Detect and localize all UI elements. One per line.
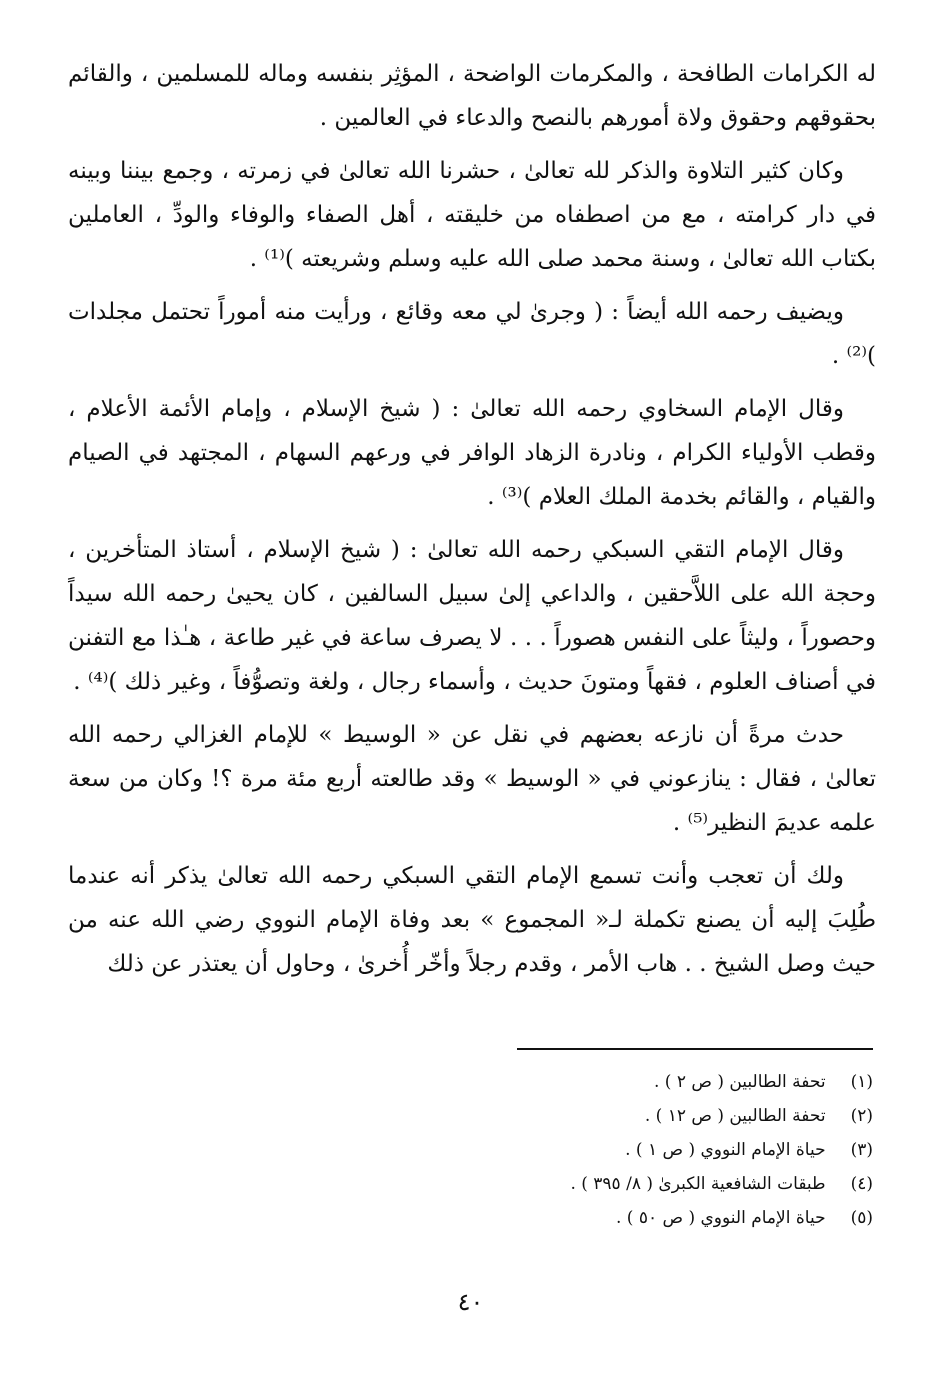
footnote-text: حياة الإمام النووي ( ص ١ ) .	[625, 1140, 826, 1160]
page-number: ٤٠	[457, 1288, 484, 1316]
footnote-item	[373, 1133, 873, 1167]
footnote-text: تحفة الطالبين ( ص ١٢ ) .	[644, 1106, 826, 1126]
footnote-item	[373, 1167, 873, 1201]
paragraph: ويضيف رحمه الله أيضاً : ( وجرىٰ لي معه وقائع ، ورأيت منه أموراً تحتمل مجلدات )⁽²⁾ .	[68, 299, 876, 369]
paragraph: وكان كثير التلاوة والذكر لله تعالىٰ ، حشرنا الله تعالىٰ في زمرته ، وجمع بيننا وبينه في دار كرامته ، مع من اصطفاه من خليقته ، أهل الصفاء والوفاء والودِّ ، العاملين بكتاب الله تعالىٰ ، وسنة محمد صلى الله عليه وسلم وشريعته )⁽¹⁾ .	[68, 158, 876, 272]
footnote-number: (٥)	[850, 1208, 873, 1228]
footnote-separator	[517, 1048, 873, 1050]
paragraph: حدث مرةً أن نازعه بعضهم في نقل عن « الوسيط » للإمام الغزالي رحمه الله تعالىٰ ، فقال : ينازعوني في « الوسيط » وقد طالعته أربع مئة مرة ؟! وكان من سعة علمه عديمَ النظير⁽⁵⁾ .	[68, 722, 876, 836]
footnote-item	[373, 1099, 873, 1133]
main-text	[68, 52, 876, 995]
paragraph: وقال الإمام التقي السبكي رحمه الله تعالىٰ : ( شيخ الإسلام ، أستاذ المتأخرين ، وحجة الله على اللاَّحقين ، والداعي إلىٰ سبيل السالفين ، كان يحيىٰ رحمه الله سيداً وحصوراً ، وليثاً على النفس هصوراً . . . لا يصرف ساعة في غير طاعة ، هـٰذا مع التفنن في أصناف العلوم ، فقهاً ومتونَ حديث ، وأسماء رجال ، ولغة وتصوُّفاً ، وغير ذلك )⁽⁴⁾ .	[68, 537, 876, 695]
paragraph: وقال الإمام السخاوي رحمه الله تعالىٰ : ( شيخ الإسلام ، وإمام الأئمة الأعلام ، وقطب الأولياء الكرام ، ونادرة الزهاد الوافر في ورعهم السهام ، المجتهد في الصيام والقيام ، والقائم بخدمة الملك العلام )⁽³⁾ .	[68, 396, 876, 510]
paragraph-continuation: له الكرامات الطافحة ، والمكرمات الواضحة ، المؤثِر بنفسه وماله للمسلمين ، والقائم بحقوقهم وحقوق ولاة أمورهم بالنصح والدعاء في العالمين .	[68, 61, 876, 131]
footnote-number: (٤)	[850, 1174, 873, 1194]
footnotes-list	[373, 1065, 873, 1235]
footnote-number: (٣)	[850, 1140, 873, 1160]
footnote-number: (١)	[850, 1072, 873, 1092]
footnote-text: طبقات الشافعية الكبرىٰ ( ٨/ ٣٩٥ ) .	[570, 1174, 826, 1194]
footnote-number: (٢)	[850, 1106, 873, 1126]
footnote-item	[373, 1065, 873, 1099]
footnote-text: تحفة الطالبين ( ص ٢ ) .	[653, 1072, 826, 1092]
footnote-item	[373, 1201, 873, 1235]
footnote-text: حياة الإمام النووي ( ص ٥٠ ) .	[615, 1208, 826, 1228]
paragraph: ولك أن تعجب وأنت تسمع الإمام التقي السبكي رحمه الله تعالىٰ يذكر أنه عندما طُلِبَ إليه أن يصنع تكملة لـ« المجموع » بعد وفاة الإمام النووي رضي الله عنه من حيث وصل الشيخ . . هاب الأمر ، وقدم رجلاً وأخّر أُخرىٰ ، وحاول أن يعتذر عن ذلك	[68, 863, 876, 977]
